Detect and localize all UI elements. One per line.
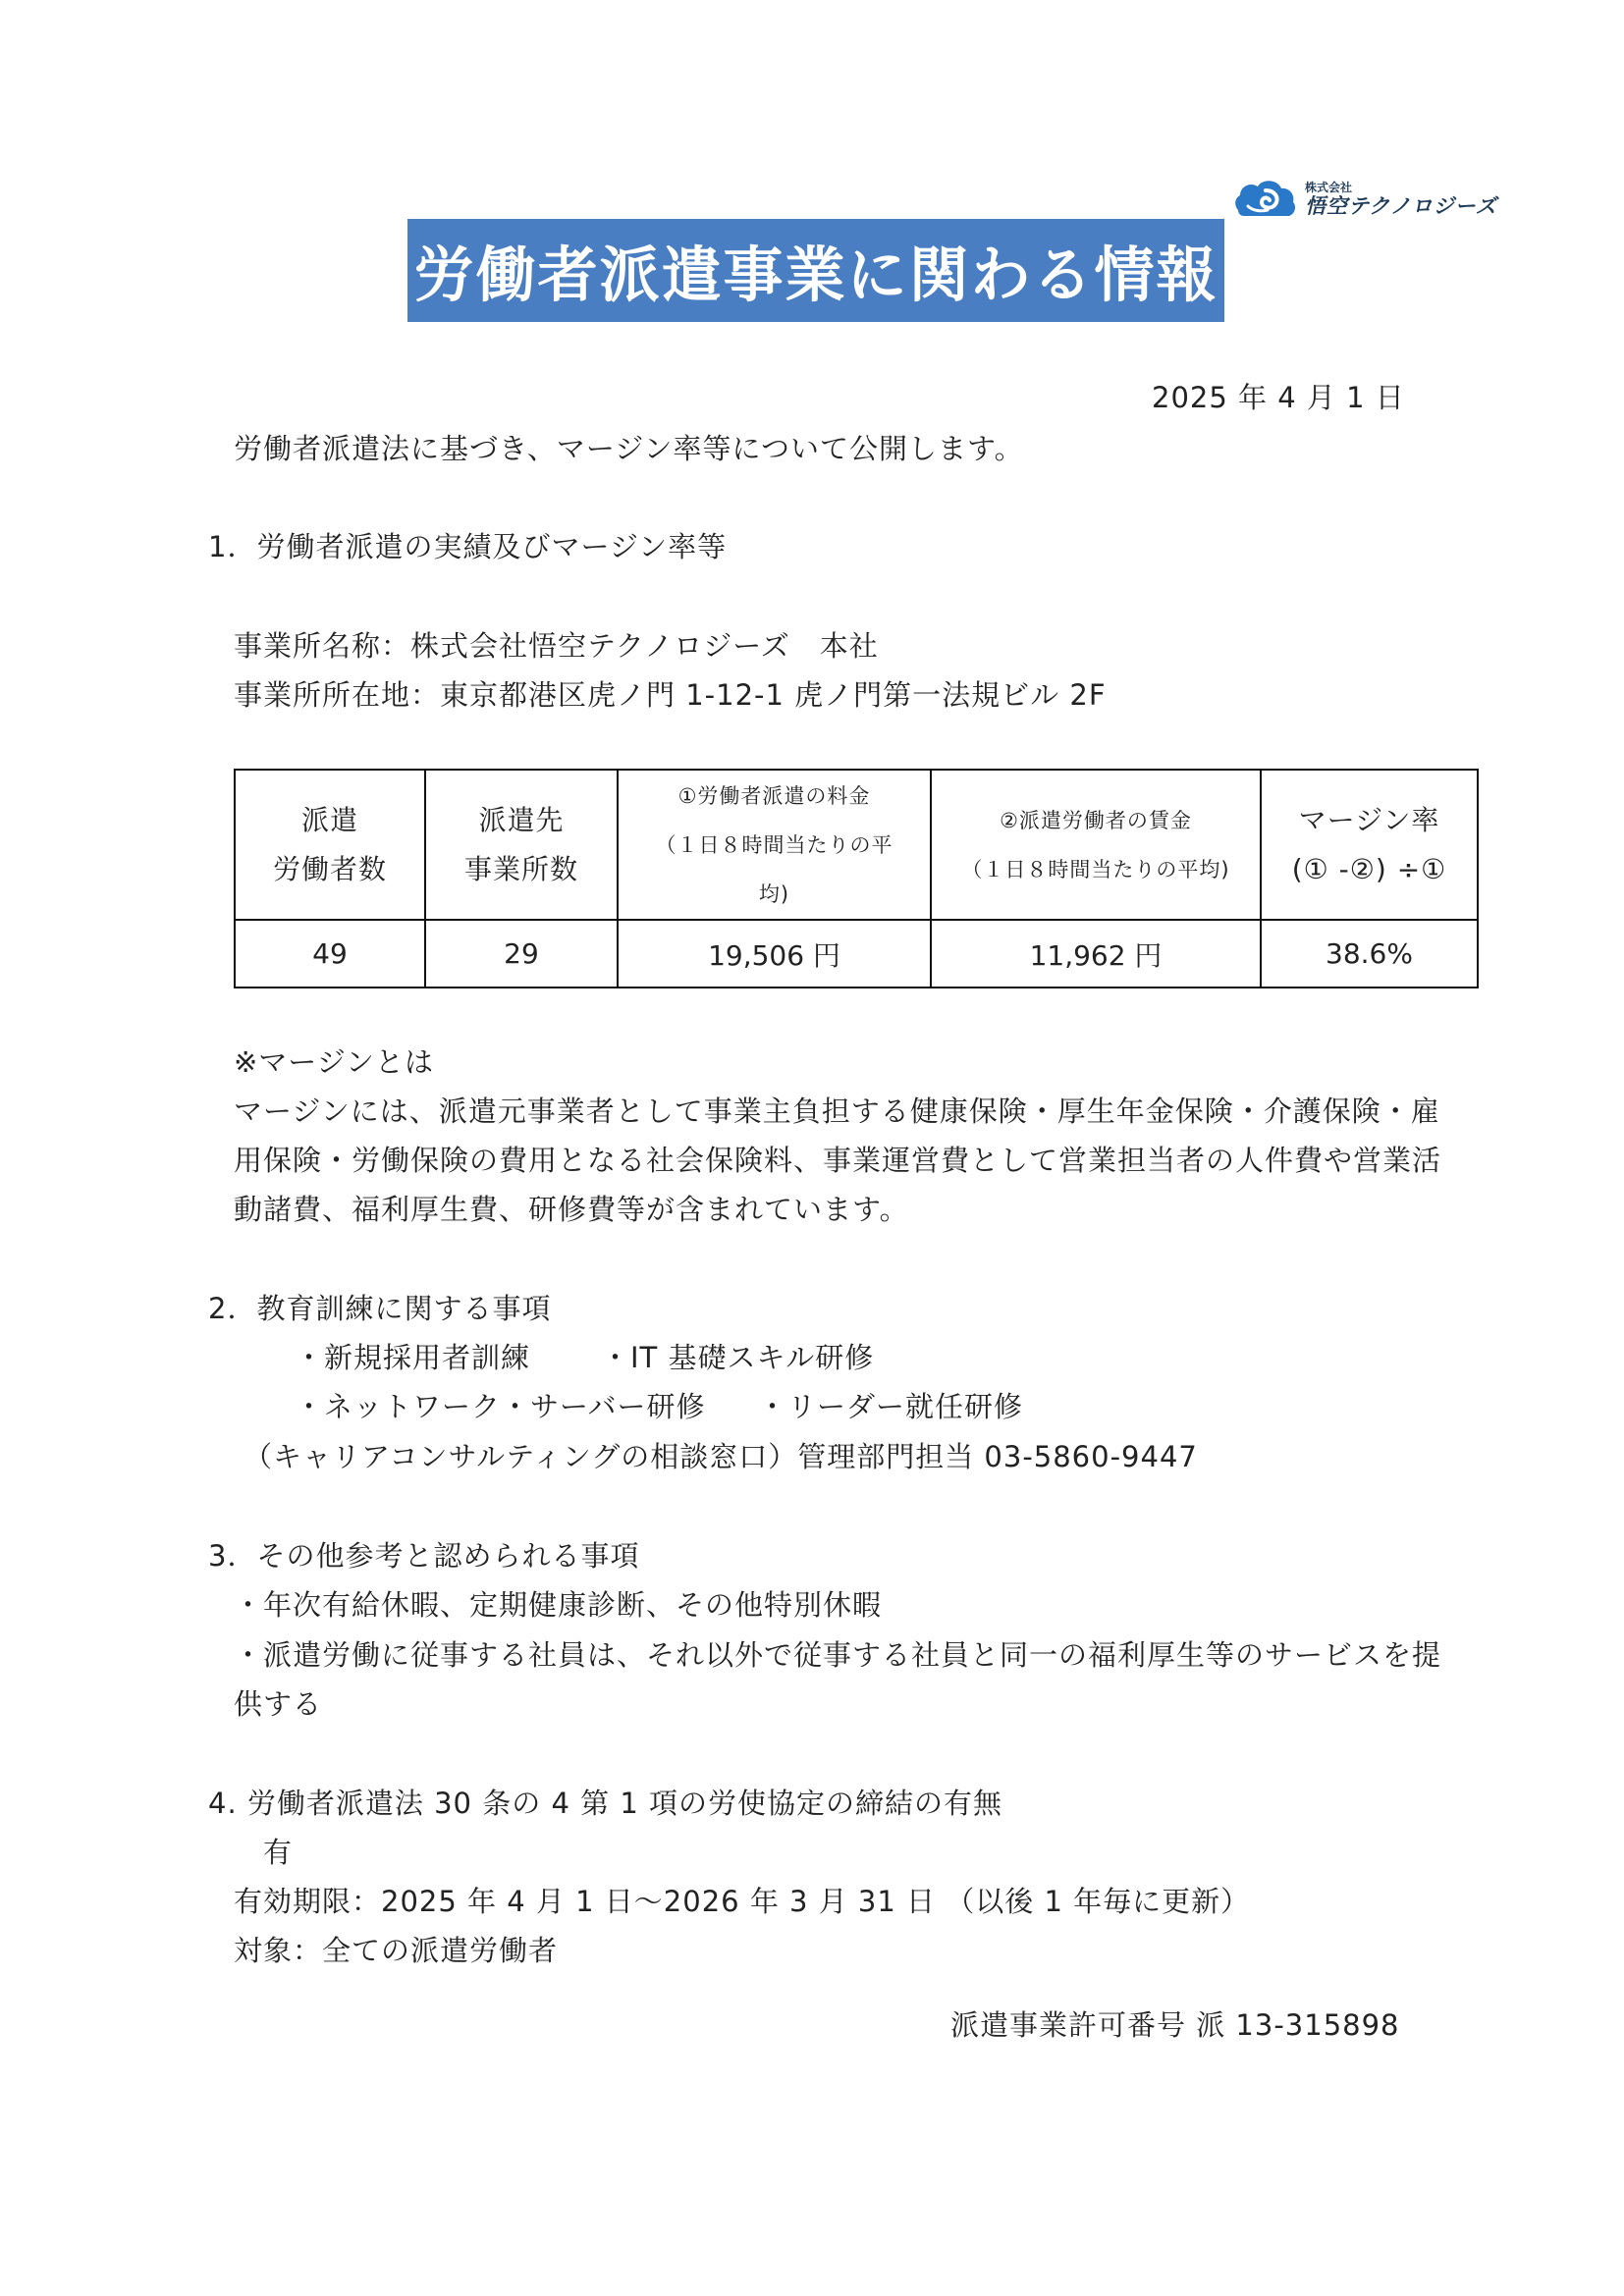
agreement-target: 対象：全ての派遣労働者 (234, 1934, 559, 1967)
training-item: ・リーダー就任研修 (758, 1390, 1024, 1423)
license-number: 派遣事業許可番号 派 13-315898 (950, 2008, 1400, 2042)
header-worker-wage: ②派遣労働者の賃金 （１日８時間当たりの平均) (931, 770, 1261, 920)
cloud-swirl-icon (1232, 177, 1301, 222)
cell-client-offices: 29 (425, 920, 618, 988)
margin-note-line: 用保険・労働保険の費用となる社会保険料、事業運営費として営業担当者の人件費や営業活 (234, 1144, 1442, 1177)
margin-note-line: マージンには、派遣元事業者として事業主負担する健康保険・厚生年金保険・介護保険・雇 (234, 1095, 1440, 1128)
logo-corp-label: 株式会社 (1305, 181, 1353, 194)
other-item: ・年次有給休暇、定期健康診断、その他特別休暇 (234, 1588, 883, 1622)
section3-heading: 3．その他参考と認められる事項 (208, 1539, 640, 1573)
career-consulting-contact: （キャリアコンサルティングの相談窓口）管理部門担当 03-5860-9447 (244, 1440, 1198, 1473)
cell-worker-wage: 11,962 円 (931, 920, 1261, 988)
margin-note-line: 動諸費、福利厚生費、研修費等が含まれています。 (234, 1193, 909, 1226)
page-title: 労働者派遣事業に関わる情報 (407, 219, 1224, 322)
table-row (235, 920, 1478, 988)
cell-dispatch-fee: 19,506 円 (618, 920, 931, 988)
margin-table (234, 769, 1479, 988)
margin-note-heading: ※マージンとは (234, 1045, 434, 1079)
company-logo (1232, 177, 1497, 222)
other-item-continued: 供する (234, 1687, 323, 1721)
header-client-offices: 派遣先 事業所数 (425, 770, 618, 920)
office-address: 事業所所在地：東京都港区虎ノ門 1-12-1 虎ノ門第一法規ビル 2F (234, 678, 1107, 712)
document-date: 2025 年 4 月 1 日 (1152, 381, 1405, 414)
cell-dispatched-workers: 49 (235, 920, 425, 988)
section4-heading: 4. 労働者派遣法 30 条の 4 第 1 項の労使協定の締結の有無 (208, 1787, 1003, 1820)
cell-margin-rate: 38.6% (1261, 920, 1478, 988)
training-item: ・IT 基礎スキル研修 (601, 1341, 875, 1374)
training-item: ・新規採用者訓練 (295, 1341, 531, 1374)
table-header-row (235, 770, 1478, 920)
section2-heading: 2．教育訓練に関する事項 (208, 1292, 552, 1325)
other-item: ・派遣労働に従事する社員は、それ以外で従事する社員と同一の福利厚生等のサービスを提 (234, 1638, 1442, 1672)
logo-company-name: 悟空テクノロジーズ (1305, 194, 1497, 218)
section1-heading: 1．労働者派遣の実績及びマージン率等 (208, 530, 728, 563)
header-dispatched-workers: 派遣 労働者数 (235, 770, 425, 920)
header-margin-rate: マージン率 (① -②) ÷① (1261, 770, 1478, 920)
training-item: ・ネットワーク・サーバー研修 (295, 1390, 706, 1423)
agreement-validity: 有効期限：2025 年 4 月 1 日～2026 年 3 月 31 日 （以後 1 年毎に更新） (234, 1885, 1251, 1918)
header-dispatch-fee: ①労働者派遣の料金 （１日８時間当たりの平 均) (618, 770, 931, 920)
office-name: 事業所名称：株式会社悟空テクノロジーズ 本社 (234, 629, 879, 663)
agreement-answer: 有 (263, 1836, 294, 1869)
intro-text: 労働者派遣法に基づき、マージン率等について公開します。 (234, 432, 1024, 465)
